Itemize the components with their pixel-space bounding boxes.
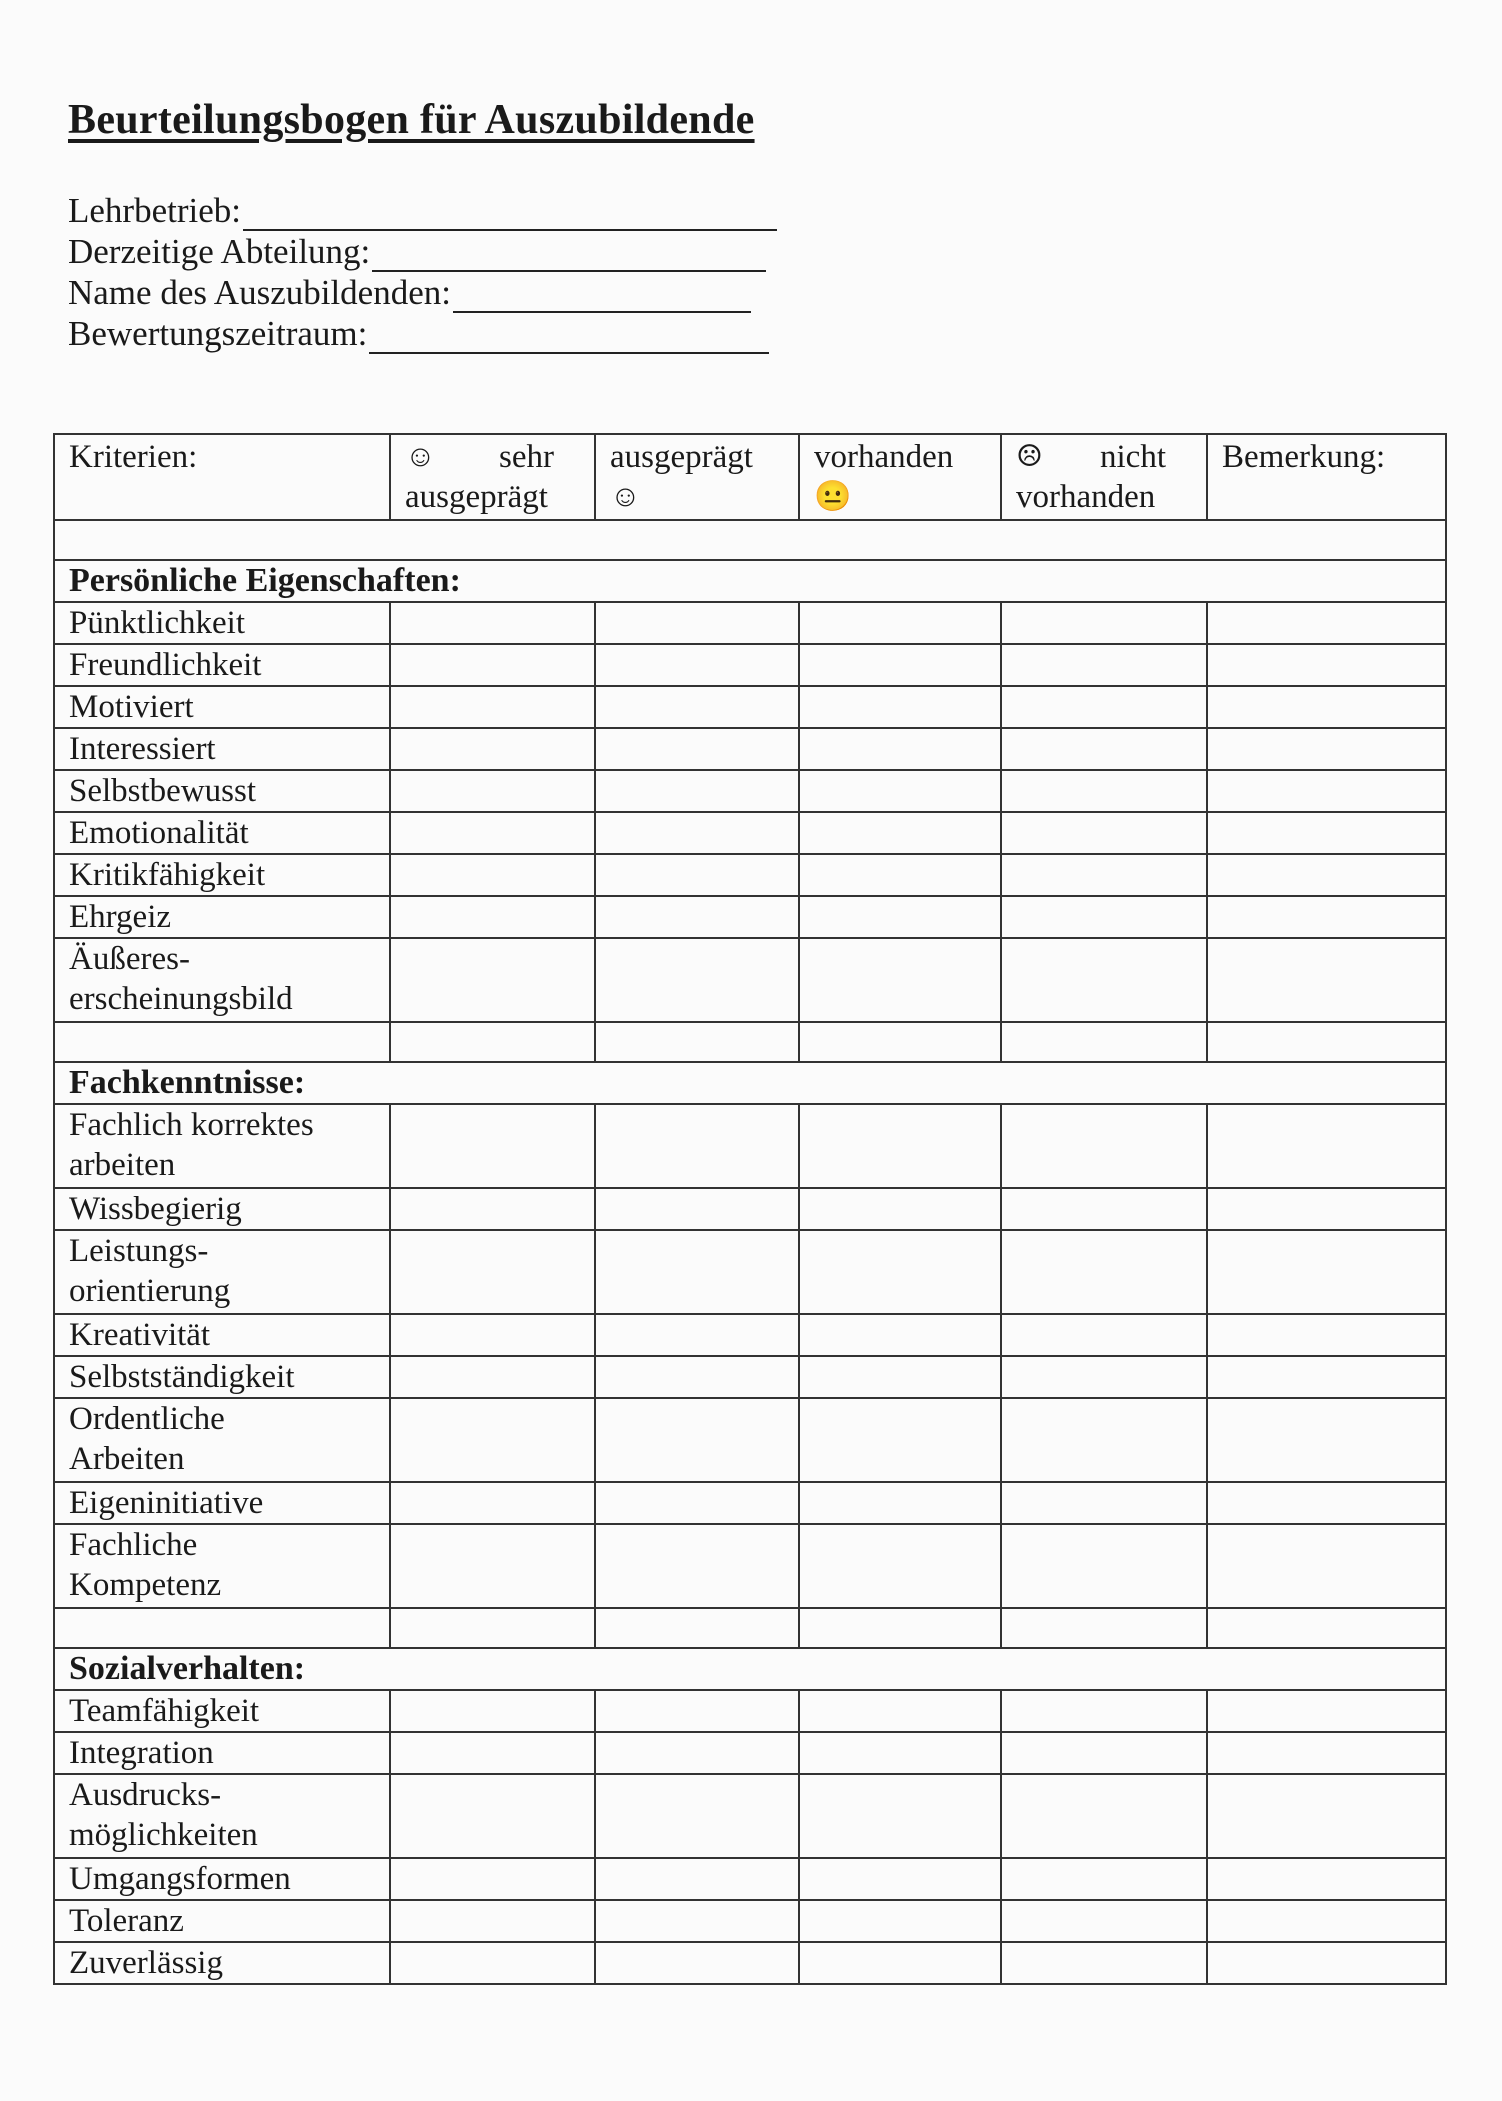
criterion-row	[54, 602, 1446, 644]
criterion-text: Zuverlässig	[69, 1945, 223, 1981]
criterion-label	[54, 602, 390, 644]
rating-cell[interactable]	[595, 1524, 799, 1608]
remark-cell[interactable]	[1207, 1900, 1446, 1942]
criterion-label	[54, 1900, 390, 1942]
rating-cell[interactable]	[1001, 644, 1207, 686]
criterion-text: Emotionalität	[69, 815, 249, 851]
remark-cell[interactable]	[1207, 1482, 1446, 1524]
blank-cell	[595, 1022, 799, 1062]
rating-cell[interactable]	[799, 602, 1001, 644]
rating-cell[interactable]	[1001, 1858, 1207, 1900]
criterion-row	[54, 644, 1446, 686]
remark-cell[interactable]	[1207, 602, 1446, 644]
rating-cell[interactable]	[799, 1774, 1001, 1858]
criterion-row	[54, 728, 1446, 770]
criterion-row	[54, 1524, 1446, 1608]
rating-cell[interactable]	[1001, 1524, 1207, 1608]
rating-cell[interactable]	[595, 1690, 799, 1732]
criterion-text: Eigeninitiative	[69, 1485, 264, 1521]
criterion-label	[54, 1398, 390, 1482]
field-blank-line[interactable]	[372, 242, 766, 272]
rating-cell[interactable]	[595, 854, 799, 896]
remark-cell[interactable]	[1207, 728, 1446, 770]
evaluation-table	[53, 433, 1447, 1985]
criterion-text: Selbstbewusst	[69, 773, 257, 809]
blank-cell	[390, 1022, 595, 1062]
remark-cell[interactable]	[1207, 644, 1446, 686]
criterion-text: Interessiert	[69, 731, 216, 767]
rating-cell[interactable]	[390, 1732, 595, 1774]
rating-cell[interactable]	[390, 1942, 595, 1984]
field-blank-line[interactable]	[243, 201, 777, 231]
criterion-text: Pünktlichkeit	[69, 605, 245, 641]
field-label: Lehrbetrieb:	[68, 191, 241, 230]
remark-cell[interactable]	[1207, 1858, 1446, 1900]
criterion-row	[54, 1398, 1446, 1482]
rating-cell[interactable]	[1001, 896, 1207, 938]
rating-cell[interactable]	[595, 896, 799, 938]
criterion-row	[54, 896, 1446, 938]
criterion-text: möglichkeiten	[69, 1817, 258, 1853]
remark-cell[interactable]	[1207, 1230, 1446, 1314]
blank-row	[54, 1022, 1446, 1062]
rating-cell[interactable]	[390, 644, 595, 686]
rating-cell[interactable]	[799, 1732, 1001, 1774]
rating-cell[interactable]	[595, 1314, 799, 1356]
criterion-label	[54, 1356, 390, 1398]
smiley-icon: ☺	[610, 480, 641, 513]
rating-cell[interactable]	[595, 1900, 799, 1942]
rating-cell[interactable]	[595, 1732, 799, 1774]
field-label: Name des Auszubildenden:	[68, 273, 451, 312]
criterion-text: Ehrgeiz	[69, 899, 172, 935]
rating-cell[interactable]	[799, 770, 1001, 812]
smiley-icon: ☺	[405, 440, 436, 473]
header-nicht-vorhanden: ☹ nicht vorhanden	[1001, 434, 1207, 520]
rating-cell[interactable]	[390, 854, 595, 896]
rating-cell[interactable]	[390, 770, 595, 812]
rating-cell[interactable]	[799, 1942, 1001, 1984]
rating-cell[interactable]	[799, 1858, 1001, 1900]
criterion-text: Kritikfähigkeit	[69, 857, 266, 893]
rating-cell[interactable]	[595, 1774, 799, 1858]
spacer-cell	[54, 520, 1446, 560]
criterion-label	[54, 1188, 390, 1230]
rating-cell[interactable]	[390, 1314, 595, 1356]
header-kriterien: Kriterien:	[54, 434, 390, 520]
blank-cell	[54, 1022, 390, 1062]
criterion-text: erscheinungsbild	[69, 981, 293, 1017]
criterion-label	[54, 686, 390, 728]
criterion-row	[54, 1314, 1446, 1356]
remark-cell[interactable]	[1207, 896, 1446, 938]
header-fields	[68, 190, 777, 354]
field-label: Derzeitige Abteilung:	[68, 232, 371, 271]
rating-cell[interactable]	[1001, 602, 1207, 644]
rating-cell[interactable]	[799, 1188, 1001, 1230]
remark-cell[interactable]	[1207, 938, 1446, 1022]
rating-cell[interactable]	[595, 938, 799, 1022]
blank-cell	[1207, 1022, 1446, 1062]
rating-cell[interactable]	[1001, 1230, 1207, 1314]
criterion-text: Selbstständigkeit	[69, 1359, 295, 1395]
rating-cell[interactable]	[799, 1230, 1001, 1314]
criterion-label	[54, 1482, 390, 1524]
rating-cell[interactable]	[595, 1942, 799, 1984]
field-abteilung	[68, 231, 777, 272]
criterion-text: Wissbegierig	[69, 1191, 242, 1227]
rating-cell[interactable]	[390, 686, 595, 728]
rating-cell[interactable]	[1001, 1398, 1207, 1482]
rating-cell[interactable]	[1001, 1188, 1207, 1230]
criterion-text: Leistungs-	[69, 1233, 209, 1269]
criterion-text: Integration	[69, 1735, 214, 1771]
blank-row	[54, 1608, 1446, 1648]
rating-cell[interactable]	[799, 1900, 1001, 1942]
rating-cell[interactable]	[595, 1398, 799, 1482]
neutral-face-icon: 😐	[814, 480, 852, 513]
criterion-row	[54, 812, 1446, 854]
criterion-text: Teamfähigkeit	[69, 1693, 260, 1729]
rating-cell[interactable]	[1001, 1104, 1207, 1188]
criterion-label	[54, 812, 390, 854]
blank-cell	[1001, 1608, 1207, 1648]
remark-cell[interactable]	[1207, 1524, 1446, 1608]
rating-cell[interactable]	[799, 812, 1001, 854]
frown-icon: ☹	[1016, 440, 1043, 473]
criterion-row	[54, 1188, 1446, 1230]
section-header-row	[54, 560, 1446, 602]
rating-cell[interactable]	[595, 644, 799, 686]
criterion-row	[54, 1858, 1446, 1900]
rating-cell[interactable]	[799, 1314, 1001, 1356]
criterion-label	[54, 770, 390, 812]
rating-cell[interactable]	[390, 1188, 595, 1230]
remark-cell[interactable]	[1207, 1690, 1446, 1732]
remark-cell[interactable]	[1207, 812, 1446, 854]
rating-cell[interactable]	[799, 1690, 1001, 1732]
criterion-text: Ordentliche	[69, 1401, 225, 1437]
rating-cell[interactable]	[1001, 1774, 1207, 1858]
rating-cell[interactable]	[390, 1230, 595, 1314]
rating-cell[interactable]	[390, 812, 595, 854]
criterion-row	[54, 1230, 1446, 1314]
section-title: Fachkenntnisse:	[54, 1062, 1446, 1104]
field-lehrbetrieb	[68, 190, 777, 231]
rating-cell[interactable]	[595, 770, 799, 812]
criterion-text: arbeiten	[69, 1147, 176, 1183]
criterion-row	[54, 1356, 1446, 1398]
criterion-row	[54, 1732, 1446, 1774]
spacer-row	[54, 520, 1446, 560]
field-blank-line[interactable]	[453, 283, 751, 313]
criterion-text: Arbeiten	[69, 1441, 185, 1477]
criterion-row	[54, 770, 1446, 812]
criterion-text: Umgangsformen	[69, 1861, 291, 1897]
section-header-row	[54, 1062, 1446, 1104]
criterion-text: Fachlich korrektes	[69, 1107, 314, 1143]
rating-cell[interactable]	[595, 728, 799, 770]
criterion-row	[54, 686, 1446, 728]
criterion-label	[54, 896, 390, 938]
rating-cell[interactable]	[1001, 1690, 1207, 1732]
rating-cell[interactable]	[390, 1104, 595, 1188]
remark-cell[interactable]	[1207, 1314, 1446, 1356]
criterion-label	[54, 1690, 390, 1732]
page-title: Beurteilungsbogen für Auszubildende	[68, 97, 755, 143]
rating-cell[interactable]	[595, 602, 799, 644]
rating-cell[interactable]	[595, 812, 799, 854]
criterion-row	[54, 854, 1446, 896]
rating-cell[interactable]	[799, 1524, 1001, 1608]
criterion-text: Kreativität	[69, 1317, 211, 1353]
rating-cell[interactable]	[1001, 1482, 1207, 1524]
rating-cell[interactable]	[390, 896, 595, 938]
rating-cell[interactable]	[390, 1356, 595, 1398]
rating-cell[interactable]	[799, 644, 1001, 686]
criterion-label	[54, 1774, 390, 1858]
rating-cell[interactable]	[595, 1482, 799, 1524]
field-zeitraum	[68, 313, 777, 354]
header-row	[54, 434, 1446, 520]
rating-cell[interactable]	[390, 1524, 595, 1608]
criterion-text: Fachliche	[69, 1527, 198, 1563]
criterion-text: Ausdrucks-	[69, 1777, 222, 1813]
blank-cell	[799, 1608, 1001, 1648]
field-label: Bewertungszeitraum:	[68, 314, 368, 353]
remark-cell[interactable]	[1207, 1356, 1446, 1398]
rating-cell[interactable]	[390, 1690, 595, 1732]
criterion-label	[54, 1858, 390, 1900]
rating-cell[interactable]	[390, 602, 595, 644]
criterion-text: Toleranz	[69, 1903, 184, 1939]
criterion-label	[54, 1104, 390, 1188]
rating-cell[interactable]	[390, 728, 595, 770]
header-ausgepraegt: ausgeprägt ☺	[595, 434, 799, 520]
criterion-label	[54, 728, 390, 770]
criterion-label	[54, 1230, 390, 1314]
remark-cell[interactable]	[1207, 1398, 1446, 1482]
rating-cell[interactable]	[799, 1356, 1001, 1398]
remark-cell[interactable]	[1207, 686, 1446, 728]
section-header-row	[54, 1648, 1446, 1690]
rating-cell[interactable]	[799, 896, 1001, 938]
rating-cell[interactable]	[595, 1230, 799, 1314]
criterion-label	[54, 1314, 390, 1356]
criterion-text: orientierung	[69, 1273, 231, 1309]
criterion-label	[54, 938, 390, 1022]
rating-cell[interactable]	[390, 938, 595, 1022]
criterion-row	[54, 1900, 1446, 1942]
rating-cell[interactable]	[390, 1398, 595, 1482]
criterion-label	[54, 1942, 390, 1984]
remark-cell[interactable]	[1207, 1188, 1446, 1230]
rating-cell[interactable]	[799, 1104, 1001, 1188]
blank-cell	[1207, 1608, 1446, 1648]
rating-cell[interactable]	[1001, 1356, 1207, 1398]
blank-cell	[595, 1608, 799, 1648]
rating-cell[interactable]	[595, 1858, 799, 1900]
field-blank-line[interactable]	[369, 324, 769, 354]
criterion-row	[54, 938, 1446, 1022]
remark-cell[interactable]	[1207, 1104, 1446, 1188]
rating-cell[interactable]	[1001, 1732, 1207, 1774]
criterion-text: Äußeres-	[69, 941, 190, 977]
rating-cell[interactable]	[799, 938, 1001, 1022]
header-sehr-ausgepraegt: ☺ sehr ausgeprägt	[390, 434, 595, 520]
header-bemerkung: Bemerkung:	[1207, 434, 1446, 520]
rating-cell[interactable]	[390, 1900, 595, 1942]
criterion-label	[54, 644, 390, 686]
rating-cell[interactable]	[595, 1104, 799, 1188]
rating-cell[interactable]	[390, 1858, 595, 1900]
rating-cell[interactable]	[595, 1356, 799, 1398]
criterion-row	[54, 1482, 1446, 1524]
rating-cell[interactable]	[1001, 1900, 1207, 1942]
remark-cell[interactable]	[1207, 854, 1446, 896]
criterion-label	[54, 854, 390, 896]
rating-cell[interactable]	[390, 1482, 595, 1524]
rating-cell[interactable]	[1001, 686, 1207, 728]
rating-cell[interactable]	[1001, 854, 1207, 896]
blank-cell	[1001, 1022, 1207, 1062]
rating-cell[interactable]	[799, 686, 1001, 728]
section-title: Persönliche Eigenschaften:	[54, 560, 1446, 602]
criterion-row	[54, 1690, 1446, 1732]
remark-cell[interactable]	[1207, 1732, 1446, 1774]
criterion-text: Motiviert	[69, 689, 194, 725]
blank-cell	[54, 1608, 390, 1648]
criterion-text: Kompetenz	[69, 1567, 222, 1603]
remark-cell[interactable]	[1207, 770, 1446, 812]
criterion-row	[54, 1942, 1446, 1984]
rating-cell[interactable]	[799, 728, 1001, 770]
criterion-row	[54, 1104, 1446, 1188]
rating-cell[interactable]	[1001, 812, 1207, 854]
field-name	[68, 272, 777, 313]
rating-cell[interactable]	[1001, 1942, 1207, 1984]
rating-cell[interactable]	[1001, 938, 1207, 1022]
blank-cell	[799, 1022, 1001, 1062]
criterion-label	[54, 1732, 390, 1774]
rating-cell[interactable]	[799, 1398, 1001, 1482]
rating-cell[interactable]	[799, 854, 1001, 896]
rating-cell[interactable]	[1001, 728, 1207, 770]
criterion-text: Freundlichkeit	[69, 647, 262, 683]
criterion-label	[54, 1524, 390, 1608]
header-vorhanden: vorhanden 😐	[799, 434, 1001, 520]
rating-cell[interactable]	[1001, 1314, 1207, 1356]
rating-cell[interactable]	[595, 1188, 799, 1230]
rating-cell[interactable]	[799, 1482, 1001, 1524]
rating-cell[interactable]	[595, 686, 799, 728]
remark-cell[interactable]	[1207, 1942, 1446, 1984]
section-title: Sozialverhalten:	[54, 1648, 1446, 1690]
rating-cell[interactable]	[1001, 770, 1207, 812]
rating-cell[interactable]	[390, 1774, 595, 1858]
blank-cell	[390, 1608, 595, 1648]
criterion-row	[54, 1774, 1446, 1858]
remark-cell[interactable]	[1207, 1774, 1446, 1858]
